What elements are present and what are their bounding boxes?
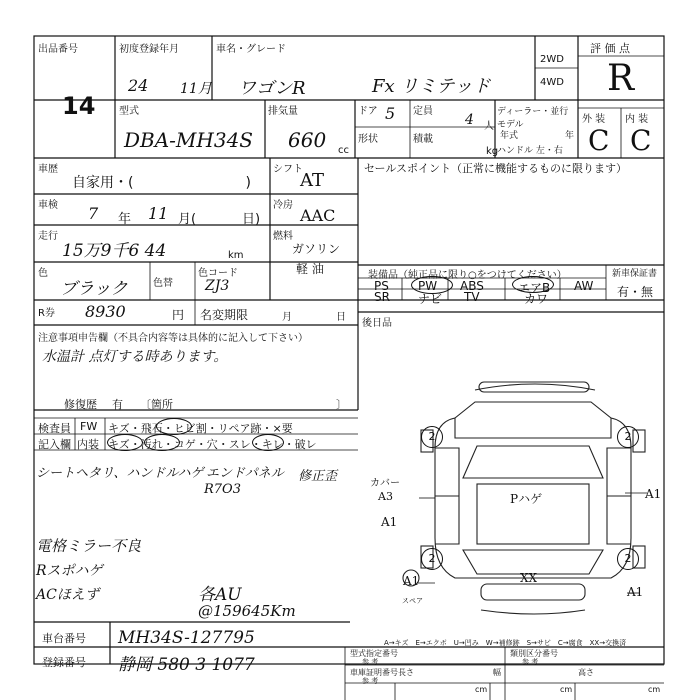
scratch-circle-mark bbox=[107, 434, 143, 451]
fuel-gasoline: ガソリン bbox=[292, 242, 341, 256]
pw-circle-mark bbox=[411, 276, 453, 294]
grade-score: R bbox=[607, 58, 635, 99]
repair-history-label: 修復歴 bbox=[64, 398, 97, 411]
type-cert-label: 型式指定番号 bbox=[350, 649, 398, 658]
capacity-unit: 人 bbox=[484, 121, 494, 132]
mark-rear-right: 2 bbox=[617, 548, 639, 570]
sales-point-label: セールスポイント（正常に機能するものに限ります） bbox=[364, 162, 628, 175]
writer-label: 記入欄 bbox=[38, 438, 71, 451]
equip-pw: PW bbox=[418, 279, 438, 293]
notes-label: 注意事項申告欄（不具合内容等は具体的に記入して下さい） bbox=[38, 333, 308, 344]
grade-score-label: 評 価 点 bbox=[590, 42, 630, 55]
carname-label: 車名・グレード bbox=[216, 44, 286, 55]
capacity-label: 定員 bbox=[413, 106, 433, 117]
garage-cert-label: 車庫証明番号 bbox=[350, 668, 398, 677]
color-value: ブラック bbox=[60, 279, 128, 299]
repaint-label: 色替 bbox=[153, 278, 173, 289]
interior-check-label: 内装 bbox=[77, 438, 99, 451]
inspection-year: 7 bbox=[88, 204, 99, 223]
inspection-day-unit: 日) bbox=[242, 212, 261, 227]
repair-place-label: 〔箇所 bbox=[140, 398, 173, 411]
load-label: 積載 bbox=[413, 134, 433, 145]
shift-label: シフト bbox=[273, 164, 303, 175]
repair-history-value: 有 bbox=[112, 398, 123, 411]
remarks-label: 後日品 bbox=[362, 318, 392, 329]
registration-value: 静岡 580 3 1077 bbox=[118, 655, 255, 675]
year-unit: 年 bbox=[565, 131, 575, 141]
mark-rear-left: 2 bbox=[421, 548, 443, 570]
ac-value: AAC bbox=[300, 206, 336, 225]
fw-text: キズ・飛石・ヒビ割・リペア跡・×要 bbox=[108, 422, 293, 435]
recycle-label: R券 bbox=[38, 308, 55, 319]
equip-leather: カワ bbox=[524, 292, 549, 306]
color-code-value: ZJ3 bbox=[205, 278, 230, 294]
note-end-panel: エンドパネル bbox=[206, 466, 284, 481]
chip-circle-mark bbox=[156, 418, 192, 435]
fuel-diesel: 軽 油 bbox=[296, 262, 324, 276]
handle-label: ハンドル 左・右 bbox=[497, 146, 563, 156]
inspection-month-unit: 月( bbox=[178, 212, 197, 227]
name-change-day: 日 bbox=[336, 312, 346, 323]
stain-circle-mark bbox=[144, 434, 180, 451]
mark-cover: カバー bbox=[370, 478, 400, 489]
equip-tv: TV bbox=[464, 290, 480, 304]
warranty-value: 有・無 bbox=[617, 285, 654, 299]
mark-a1-rear-left: A1 bbox=[403, 574, 420, 588]
year-label: 年式 bbox=[500, 131, 519, 141]
mark-front-left: 2 bbox=[421, 426, 443, 448]
chassis-value: MH34S-127795 bbox=[118, 628, 255, 648]
first-registration-year: 24 bbox=[128, 76, 149, 95]
grade-value: Fx リミテッド bbox=[372, 76, 491, 97]
interior-label: 内 装 bbox=[625, 114, 649, 125]
warranty-label: 新車保証書 bbox=[612, 269, 658, 279]
interior-score: C bbox=[630, 124, 652, 157]
shift-value: AT bbox=[300, 170, 325, 191]
class-label: 類別区分番号 bbox=[510, 649, 558, 658]
color-code-label: 色コード bbox=[198, 268, 238, 279]
recycle-unit: 円 bbox=[172, 308, 185, 322]
shape-label: 形状 bbox=[358, 134, 378, 145]
note-r703: R7O3 bbox=[204, 482, 241, 497]
width-label: 幅 bbox=[493, 668, 501, 677]
mark-a1-left: A1 bbox=[381, 515, 398, 529]
exterior-label: 外 装 bbox=[582, 114, 606, 125]
history-value: 自家用・( ) bbox=[72, 175, 251, 191]
color-label: 色 bbox=[38, 268, 48, 279]
inspection-label: 車検 bbox=[38, 200, 58, 211]
door-label: ドア bbox=[358, 106, 378, 117]
displacement-value: 660 bbox=[288, 128, 327, 152]
inspection-month: 11 bbox=[148, 204, 169, 223]
model-value: DBA-MH34S bbox=[124, 128, 254, 152]
displacement-label: 排気量 bbox=[268, 106, 298, 117]
equip-aw: AW bbox=[574, 279, 594, 293]
length-label: 長さ bbox=[398, 668, 414, 677]
name-change-month: 月 bbox=[282, 312, 292, 323]
spare-label: スペア bbox=[402, 597, 423, 605]
note-au: 各AU bbox=[198, 585, 242, 605]
history-label: 車歴 bbox=[38, 164, 58, 175]
equip-abs: ABS bbox=[460, 279, 484, 293]
name-change-label: 名変期限 bbox=[200, 308, 249, 322]
first-registration-label: 初度登録年月 bbox=[119, 44, 179, 55]
equip-sr: SR bbox=[374, 290, 390, 304]
checker-label: 検査員 bbox=[38, 422, 71, 435]
displacement-unit: cc bbox=[338, 145, 349, 156]
first-registration-month: 11月 bbox=[180, 81, 212, 97]
inspection-year-unit: 年 bbox=[118, 212, 132, 227]
recycle-value: 8930 bbox=[85, 302, 126, 321]
note-fix: 修正歪 bbox=[298, 469, 338, 484]
mark-a3: A3 bbox=[378, 490, 393, 503]
rub-circle-mark bbox=[252, 434, 284, 451]
capacity-value: 4 bbox=[465, 112, 474, 128]
interior-check-text: キズ・汚れ・コゲ・穴・スレ・キレ・破レ bbox=[108, 438, 317, 451]
equip-airbag: エアB bbox=[518, 281, 551, 295]
carname-value: ワゴンR bbox=[238, 78, 306, 99]
airbag-circle-mark bbox=[512, 276, 554, 293]
height-unit: cm bbox=[648, 685, 661, 694]
repair-place-close: 〕 bbox=[336, 398, 347, 411]
equip-navi: ナビ bbox=[418, 292, 443, 306]
chassis-label: 車台番号 bbox=[42, 632, 86, 645]
mark-front-right: 2 bbox=[617, 426, 639, 448]
note-mirror: 電格ミラー不良 bbox=[36, 537, 142, 555]
note-odometer: @159645Km bbox=[198, 602, 296, 620]
exterior-score: C bbox=[588, 124, 610, 157]
height-label: 高さ bbox=[578, 668, 594, 677]
mileage-unit: km bbox=[228, 250, 244, 261]
drive-4wd: 4WD bbox=[540, 77, 564, 88]
model-label: 型式 bbox=[119, 106, 139, 117]
note-ac: ACほえず bbox=[36, 587, 99, 603]
mark-a1-right: A1 bbox=[645, 487, 662, 501]
mark-a1-rear-right: A1 bbox=[627, 585, 644, 599]
lot-number: 14 bbox=[62, 92, 96, 120]
mileage-label: 走行 bbox=[38, 231, 58, 242]
model-year-label: モデル bbox=[497, 120, 524, 130]
note-rspo: Rスポハゲ bbox=[36, 563, 103, 579]
garage-ref: 参 考 bbox=[362, 677, 379, 685]
class-ref: 参 考 bbox=[522, 658, 539, 666]
drive-2wd: 2WD bbox=[540, 54, 564, 65]
door-value: 5 bbox=[385, 104, 396, 123]
equipment-label: 装備品（純正品に限り○をつけてください） bbox=[368, 270, 567, 281]
notes-text: 水温計 点灯する時あります。 bbox=[42, 349, 228, 365]
registration-label: 登録番号 bbox=[42, 656, 86, 669]
lot-number-label: 出品番号 bbox=[38, 44, 78, 55]
note-seat: シートヘタリ、ハンドルハゲ bbox=[36, 466, 204, 481]
width-unit: cm bbox=[560, 685, 573, 694]
fuel-label: 燃料 bbox=[273, 231, 293, 242]
equip-ps: PS bbox=[374, 279, 389, 293]
length-unit: cm bbox=[475, 685, 488, 694]
mileage-value: 15万9千6 44 bbox=[62, 241, 167, 261]
fw-label: FW bbox=[80, 420, 98, 433]
load-unit: kg bbox=[486, 146, 499, 157]
mark-paint-peel: Pハゲ bbox=[510, 492, 543, 506]
dealer-label: ディーラー・並行 bbox=[497, 107, 569, 117]
ac-label: 冷房 bbox=[273, 200, 293, 211]
type-cert-ref: 参 考 bbox=[362, 658, 379, 666]
damage-legend: A→キズ E→エクボ U→凹み W→補修跡 S→サビ C→腐食 XX→交換済 bbox=[384, 639, 627, 647]
mark-xx: XX bbox=[520, 571, 538, 585]
